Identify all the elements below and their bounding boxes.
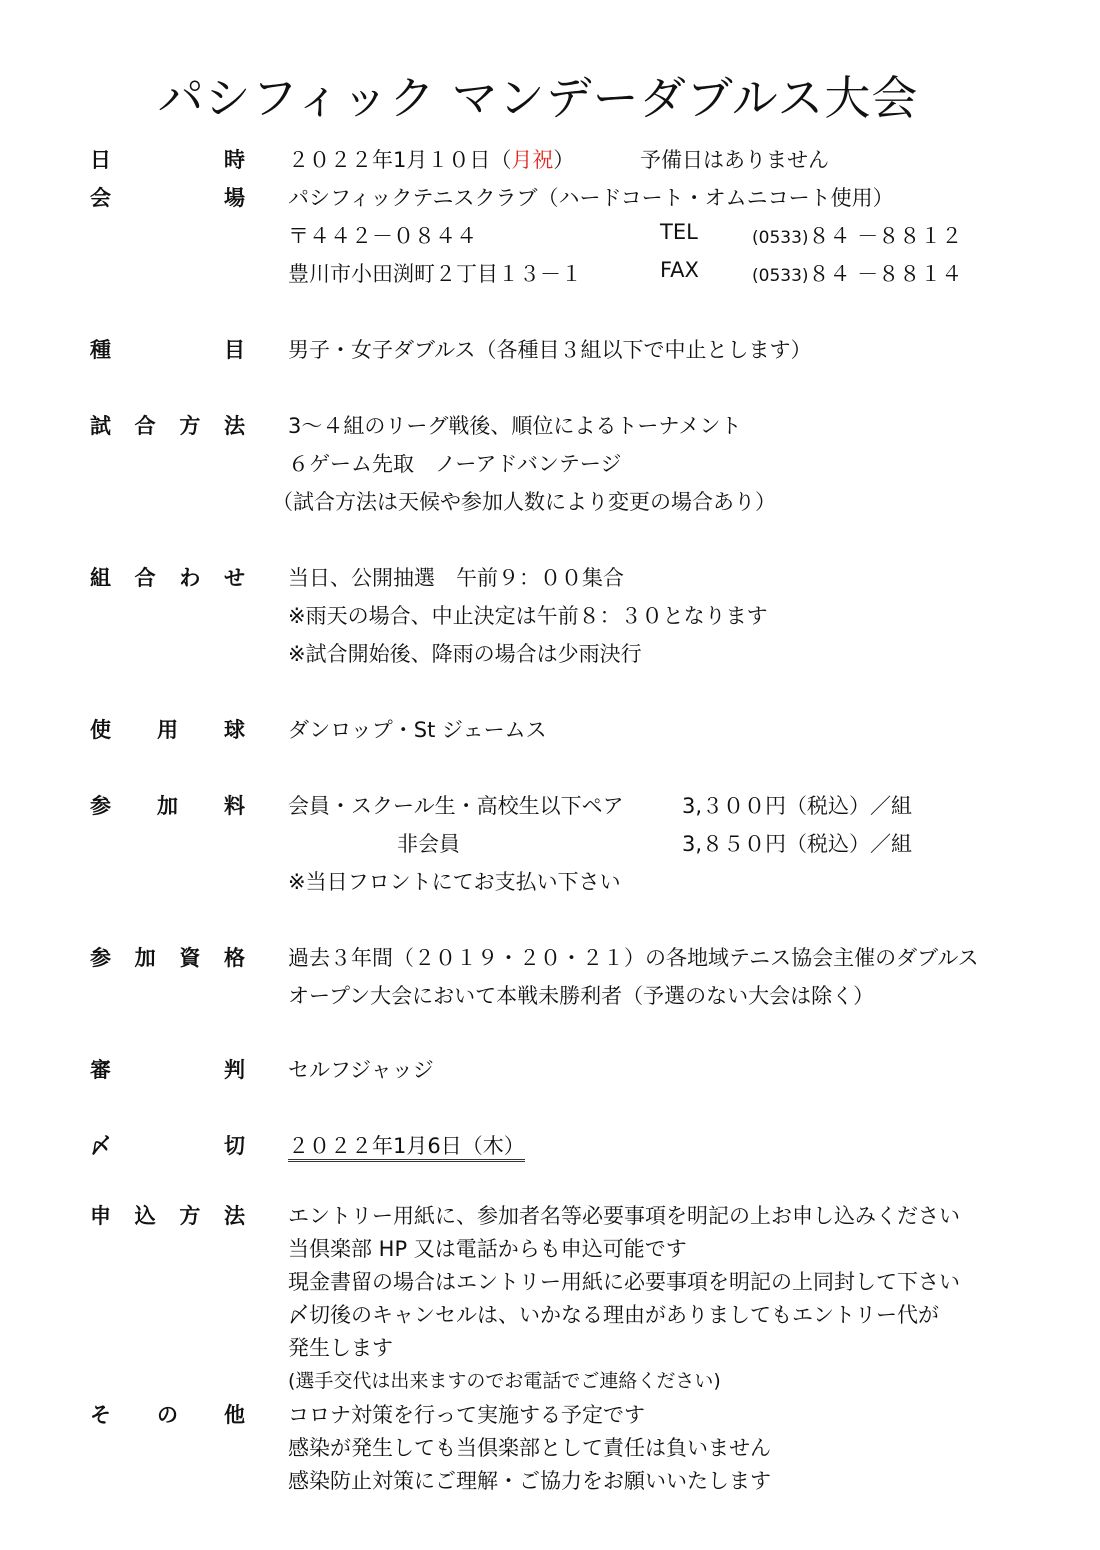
date-value: ２０２２年1月１０日（月祝）	[288, 148, 575, 172]
label-draw: 組 合 わ せ	[90, 566, 245, 590]
event-value: 男子・女子ダブルス（各種目３組以下で中止とします）	[288, 338, 812, 362]
fee-member-price: 3,３００円（税込）／組	[682, 794, 913, 818]
format-note: （試合方法は天候や参加人数により変更の場合あり）	[272, 490, 776, 514]
label-application: 申 込 方 法	[90, 1204, 245, 1228]
fee-nonmember-price: 3,８５０円（税込）／組	[682, 832, 913, 856]
label-ball: 使 用 球	[90, 718, 245, 742]
application-line-1: エントリー用紙に、参加者名等必要事項を明記の上お申し込みください	[288, 1204, 960, 1228]
fax-label: FAX	[660, 258, 699, 282]
venue-postal: 〒４４２－０８４４	[288, 224, 477, 248]
fax-value: (0533)８４ －８８１４	[752, 262, 963, 286]
venue-address: 豊川市小田渕町２丁目１３－１	[288, 262, 582, 286]
application-line-4: 〆切後のキャンセルは、いかなる理由がありましてもエントリー代が	[288, 1303, 939, 1327]
tel-value: (0533)８４ －８８１２	[752, 224, 963, 248]
deadline-value: ２０２２年1月6日（木）	[288, 1134, 525, 1162]
application-line-5: 発生します	[288, 1336, 393, 1360]
application-line-3: 現金書留の場合はエントリー用紙に必要事項を明記の上同封して下さい	[288, 1270, 960, 1294]
date-note: 予備日はありません	[640, 148, 829, 172]
other-line-1: コロナ対策を行って実施する予定です	[288, 1403, 645, 1427]
holiday-text: 月祝	[511, 148, 554, 172]
label-date: 日 時	[90, 148, 245, 172]
venue-name: パシフィックテニスクラブ（ハードコート・オムニコート使用）	[288, 186, 894, 210]
ball-value: ダンロップ・St ジェームス	[288, 718, 547, 742]
label-venue: 会 場	[90, 186, 245, 210]
fee-member-label: 会員・スクール生・高校生以下ペア	[288, 794, 624, 818]
label-deadline: 〆 切	[90, 1134, 245, 1158]
label-event: 種 目	[90, 338, 245, 362]
eligibility-line-2: オープン大会において本戦未勝利者（予選のない大会は除く）	[288, 984, 875, 1008]
label-format: 試 合 方 法	[90, 414, 245, 438]
referee-value: セルフジャッジ	[288, 1058, 434, 1082]
fee-nonmember-label: 非会員	[397, 832, 460, 856]
fee-note: ※当日フロントにてお支払い下さい	[288, 870, 621, 894]
eligibility-line-1: 過去３年間（２０１９・２０・２１）の各地域テニス協会主催のダブルス	[288, 946, 979, 970]
application-line-2: 当倶楽部 HP 又は電話からも申込可能です	[288, 1237, 687, 1261]
application-line-6: (選手交代は出来ますのでお電話でご連絡ください)	[288, 1370, 721, 1392]
format-line-1: 3～４組のリーグ戦後、順位によるトーナメント	[288, 414, 742, 438]
other-line-3: 感染防止対策にご理解・ご協力をお願いいたします	[288, 1469, 771, 1493]
format-line-2: ６ゲーム先取 ノーアドバンテージ	[288, 452, 622, 476]
label-eligibility: 参 加 資 格	[90, 946, 245, 970]
draw-line-2: ※雨天の場合、中止決定は午前８：３０となります	[288, 604, 768, 628]
draw-line-3: ※試合開始後、降雨の場合は少雨決行	[288, 642, 642, 666]
label-referee: 審 判	[90, 1058, 245, 1082]
tel-label: TEL	[660, 220, 698, 244]
label-fee: 参 加 料	[90, 794, 245, 818]
label-other: そ の 他	[90, 1403, 245, 1427]
page-title: パシフィック マンデーダブルス大会	[157, 71, 919, 125]
draw-line-1: 当日、公開抽選 午前９：００集合	[288, 566, 624, 590]
other-line-2: 感染が発生しても当倶楽部として責任は負いません	[288, 1436, 771, 1460]
